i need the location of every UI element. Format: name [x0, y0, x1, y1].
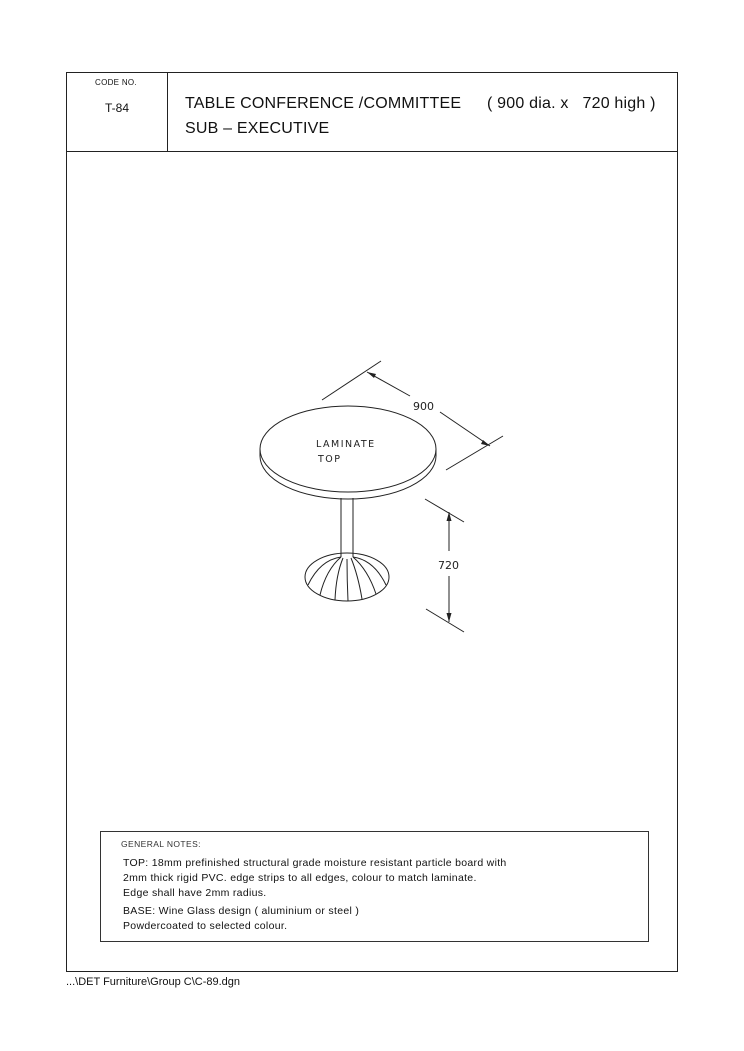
note-line: Edge shall have 2mm radius.: [123, 887, 267, 899]
note-line: Powdercoated to selected colour.: [123, 920, 288, 932]
code-value: T-84: [105, 101, 130, 115]
dim-ext-left: [322, 361, 381, 400]
diameter-dimension: 900: [413, 400, 434, 413]
product-dimensions: ( 900 dia. x 720 high ): [487, 95, 656, 112]
top-label: TOP: [318, 454, 342, 465]
table-top-edge: [260, 456, 436, 499]
laminate-label: LAMINATE: [316, 439, 376, 450]
dim-ext-right: [446, 436, 503, 470]
note-line: TOP: 18mm prefinished structural grade moisture resistant particle board with: [123, 857, 507, 869]
product-title: TABLE CONFERENCE /COMMITTEE: [185, 95, 462, 112]
note-line: 2mm thick rigid PVC. edge strips to all edges, colour to match laminate.: [123, 872, 477, 884]
file-path: ...\DET Furniture\Group C\C-89.dgn: [66, 976, 241, 988]
general-notes: [100, 831, 649, 942]
notes-heading: GENERAL NOTES:: [121, 839, 201, 849]
height-ext-top: [425, 499, 464, 522]
product-subtitle: SUB – EXECUTIVE: [185, 120, 330, 137]
note-line: BASE: Wine Glass design ( aluminium or steel ): [123, 905, 360, 917]
code-label: CODE NO.: [95, 78, 137, 87]
height-dimension: 720: [438, 559, 459, 572]
dim-line-lower: [440, 412, 490, 446]
height-ext-bottom: [426, 609, 464, 632]
